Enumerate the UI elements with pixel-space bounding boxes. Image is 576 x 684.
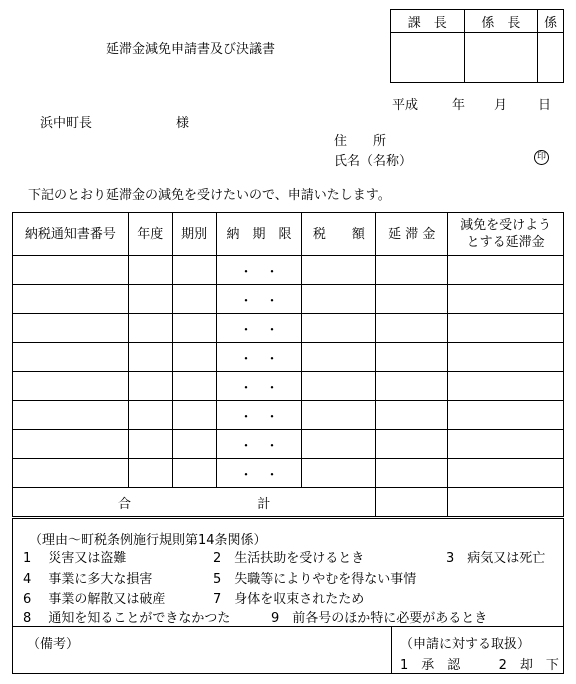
handling-cell	[392, 627, 564, 674]
approval-header-staff: 係	[538, 10, 564, 33]
handling-reject[interactable]: 2 却 下	[498, 658, 559, 673]
approval-header-subsection-chief: 係 長	[464, 10, 538, 33]
handling-title: （申請に対する取扱）	[400, 637, 531, 652]
cell-period[interactable]	[172, 430, 216, 459]
cell-due-date[interactable]	[216, 401, 302, 430]
total-arrears-cell[interactable]	[376, 488, 448, 517]
reason-item: 8 通知を知ることができなかつた	[23, 611, 231, 626]
cell-tax-amount[interactable]	[302, 285, 376, 314]
cell-exemption[interactable]	[448, 256, 564, 285]
cell-exemption[interactable]	[448, 285, 564, 314]
cell-fiscal-year[interactable]	[128, 401, 172, 430]
due-date-placeholder: ・ ・	[239, 380, 279, 396]
cell-tax-amount[interactable]	[302, 256, 376, 285]
cell-fiscal-year[interactable]	[128, 314, 172, 343]
col-exemption-request-line1: 減免を受けよう	[460, 218, 552, 233]
cell-fiscal-year[interactable]	[128, 372, 172, 401]
cell-due-date[interactable]	[216, 343, 302, 372]
date-month: 月	[494, 98, 508, 113]
address-label: 住 所	[334, 134, 387, 149]
cell-arrears[interactable]	[376, 430, 448, 459]
due-date-placeholder: ・ ・	[239, 351, 279, 367]
cell-notice-number[interactable]	[13, 343, 129, 372]
cell-exemption[interactable]	[448, 401, 564, 430]
cell-tax-amount[interactable]	[302, 459, 376, 488]
col-notice-number: 納税通知書番号	[13, 213, 129, 256]
date-era: 平成	[392, 98, 419, 113]
col-fiscal-year: 年度	[128, 213, 172, 256]
cell-fiscal-year[interactable]	[128, 285, 172, 314]
reason-item: 6 事業の解散又は破産	[23, 592, 166, 607]
cell-arrears[interactable]	[376, 285, 448, 314]
cell-period[interactable]	[172, 459, 216, 488]
reasons-box	[12, 518, 564, 627]
cell-due-date[interactable]	[216, 285, 302, 314]
remarks-cell[interactable]	[13, 627, 392, 674]
total-row	[13, 488, 564, 517]
cell-arrears[interactable]	[376, 256, 448, 285]
total-exemption-cell[interactable]	[448, 488, 564, 517]
cell-notice-number[interactable]	[13, 314, 129, 343]
cell-period[interactable]	[172, 256, 216, 285]
col-period: 期別	[172, 213, 216, 256]
reason-item: 1 災害又は盗難	[23, 551, 127, 566]
due-date-placeholder: ・ ・	[239, 322, 279, 338]
total-label-1: 合	[118, 496, 132, 512]
table-row	[13, 459, 564, 488]
approval-stamp-box	[390, 9, 564, 83]
cell-fiscal-year[interactable]	[128, 459, 172, 488]
intro-text: 下記のとおり延滞金の減免を受けたいので、申請いたします。	[28, 188, 391, 203]
due-date-placeholder: ・ ・	[239, 438, 279, 454]
footer-table	[12, 626, 564, 674]
date-day: 日	[538, 98, 552, 113]
cell-due-date[interactable]	[216, 430, 302, 459]
stamp-cell-staff[interactable]	[538, 33, 564, 83]
reason-item: 9 前各号のほか特に必要があるとき	[271, 611, 488, 626]
reason-item: 2 生活扶助を受けるとき	[213, 551, 365, 566]
remarks-label: （備考）	[27, 637, 80, 652]
addressee-honorific: 様	[176, 116, 190, 131]
cell-tax-amount[interactable]	[302, 401, 376, 430]
due-date-placeholder: ・ ・	[239, 293, 279, 309]
table-row	[13, 372, 564, 401]
document-title: 延滞金減免申請書及び決議書	[106, 42, 276, 57]
cell-period[interactable]	[172, 401, 216, 430]
stamp-cell-subsection-chief[interactable]	[464, 33, 538, 83]
date-year: 年	[452, 98, 466, 113]
cell-tax-amount[interactable]	[302, 343, 376, 372]
due-date-placeholder: ・ ・	[239, 409, 279, 425]
reason-item: 3 病気又は死亡	[446, 551, 546, 566]
due-date-placeholder: ・ ・	[239, 467, 279, 483]
cell-tax-amount[interactable]	[302, 314, 376, 343]
col-due-date: 納 期 限	[216, 213, 302, 256]
table-row	[13, 256, 564, 285]
col-arrears: 延 滞 金	[376, 213, 448, 256]
cell-notice-number[interactable]	[13, 285, 129, 314]
cell-exemption[interactable]	[448, 343, 564, 372]
addressee-name: 浜中町長	[40, 116, 93, 131]
cell-period[interactable]	[172, 343, 216, 372]
cell-period[interactable]	[172, 314, 216, 343]
cell-tax-amount[interactable]	[302, 372, 376, 401]
cell-period[interactable]	[172, 372, 216, 401]
cell-notice-number[interactable]	[13, 256, 129, 285]
cell-exemption[interactable]	[448, 459, 564, 488]
reason-item: 4 事業に多大な損害	[23, 572, 153, 587]
cell-exemption[interactable]	[448, 430, 564, 459]
stamp-cell-section-chief[interactable]	[391, 33, 465, 83]
cell-fiscal-year[interactable]	[128, 343, 172, 372]
cell-period[interactable]	[172, 285, 216, 314]
cell-due-date[interactable]	[216, 372, 302, 401]
cell-due-date[interactable]	[216, 256, 302, 285]
cell-due-date[interactable]	[216, 459, 302, 488]
cell-notice-number[interactable]	[13, 430, 129, 459]
reason-item: 5 失職等によりやむを得ない事情	[213, 572, 417, 587]
cell-exemption[interactable]	[448, 314, 564, 343]
cell-tax-amount[interactable]	[302, 430, 376, 459]
reasons-title: （理由～町税条例施行規則第14条関係）	[29, 533, 267, 548]
cell-due-date[interactable]	[216, 314, 302, 343]
table-row	[13, 285, 564, 314]
handling-approve[interactable]: 1 承 認	[400, 658, 461, 673]
table-row	[13, 314, 564, 343]
total-label-2: 計	[257, 496, 271, 512]
table-row	[13, 343, 564, 372]
cell-notice-number[interactable]	[13, 372, 129, 401]
due-date-placeholder: ・ ・	[239, 264, 279, 280]
cell-notice-number[interactable]	[13, 459, 129, 488]
cell-arrears[interactable]	[376, 372, 448, 401]
cell-notice-number[interactable]	[13, 401, 129, 430]
cell-fiscal-year[interactable]	[128, 256, 172, 285]
table-row	[13, 430, 564, 459]
cell-arrears[interactable]	[376, 459, 448, 488]
approval-header-section-chief: 課 長	[391, 10, 465, 33]
cell-arrears[interactable]	[376, 343, 448, 372]
seal-mark-icon: 印	[534, 150, 549, 165]
cell-arrears[interactable]	[376, 401, 448, 430]
table-row	[13, 401, 564, 430]
total-label-cell	[13, 488, 376, 517]
cell-fiscal-year[interactable]	[128, 430, 172, 459]
col-exemption-request-line2: とする延滞金	[466, 235, 545, 250]
arrears-table	[12, 212, 564, 517]
cell-exemption[interactable]	[448, 372, 564, 401]
name-label: 氏名（名称）	[334, 154, 413, 169]
reason-item: 7 身体を収束されたため	[213, 592, 365, 607]
col-tax-amount: 税 額	[302, 213, 376, 256]
col-exemption-request	[448, 213, 564, 256]
cell-arrears[interactable]	[376, 314, 448, 343]
